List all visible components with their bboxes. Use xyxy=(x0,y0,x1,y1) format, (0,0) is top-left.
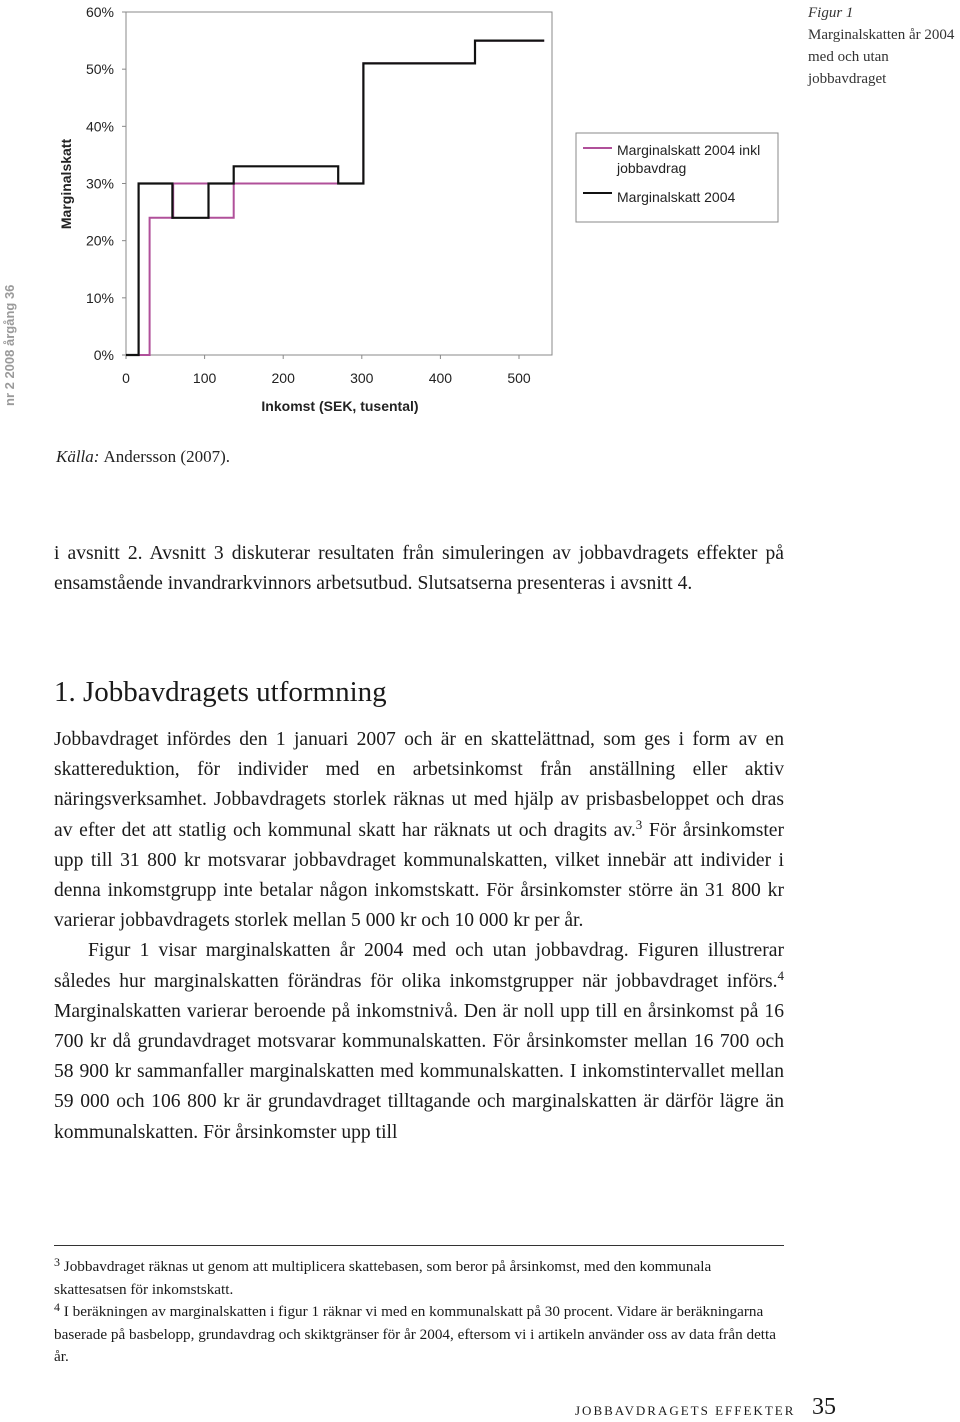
x-tick-label: 400 xyxy=(428,370,453,386)
paragraph-1-text-b: För årsinkomster upp till 31 800 kr motsvarar jobbavdraget kommunalskatten, vilket innebär att individer i denna inkomstgrupp inte betalar någon inkomstskatt. För årsinkomster större än 31 800 kr varierar jobbavdragets storlek mellan 5 000 kr och 10 000 kr per år. xyxy=(54,819,784,932)
source-label: Källa: xyxy=(56,447,100,466)
x-tick-label: 200 xyxy=(271,370,295,386)
paragraph-1 xyxy=(54,725,784,936)
legend-label: Marginalskatt 2004 inkl jobbavdrag xyxy=(617,142,761,176)
footnote-3-text: Jobbavdraget räknas ut genom att multiplicera skattebasen, som beror på årsinkomst, med den kommunala skattesatsen för inkomstskatt. xyxy=(54,1258,712,1298)
paragraph-2-text-a: Figur 1 visar marginalskatten år 2004 med och utan jobbavdrag. Figuren illustrerar således hur marginalskatten förändras för olika inkomstgrupper när jobbavdraget införs. xyxy=(54,940,784,992)
footnotes xyxy=(54,1256,784,1369)
footnote-4-number: 4 xyxy=(54,1300,60,1314)
y-tick-label: 40% xyxy=(85,118,114,135)
y-tick-label: 30% xyxy=(85,175,114,192)
y-axis-label: Marginalskatt xyxy=(58,138,74,230)
figure-caption xyxy=(808,2,958,90)
running-footer: JOBBAVDRAGETS EFFEKTER xyxy=(575,1403,796,1418)
figure-source xyxy=(56,447,230,467)
paragraph-1-text-a: Jobbavdraget infördes den 1 januari 2007 och är en skattelättnad, som ges i form av en skattereduktion, för individer med en arbetsinkomst från anställning eller aktiv näringsverksamhet. Jobbavdragets storlek räknas ut med hjälp av prisbasbeloppet och dras av efter det att statlig och kommunal skatt har räknats ut och dragits av. xyxy=(54,729,784,841)
footnote-4-text: I beräkningen av marginalskatten i figur 1 räknar vi med en kommunalskatt på 30 procent. Vidare är beräkningarna baserade på basbelopp, grundavdrag och skiktgränser för år 2004, eftersom vi i artikeln använder oss av data från detta år. xyxy=(54,1303,776,1365)
legend-label: Marginalskatt 2004 xyxy=(617,189,736,205)
y-tick-label: 50% xyxy=(85,61,114,78)
page-number: 35 xyxy=(812,1394,836,1420)
footnote-3 xyxy=(54,1256,784,1301)
footnote-ref-3: 3 xyxy=(635,816,643,832)
x-tick-label: 500 xyxy=(507,370,531,386)
series-line-without-job-deduction xyxy=(126,41,544,355)
source-text: Andersson (2007). xyxy=(103,447,230,466)
figure-number: Figur 1 xyxy=(808,5,854,21)
intro-paragraph xyxy=(54,539,784,599)
x-tick-label: 300 xyxy=(350,370,374,386)
footnote-4 xyxy=(54,1301,784,1369)
paragraph-2-text-b: Marginalskatten varierar beroende på inkomstnivå. Den är noll upp till en årsinkomst på 16 700 kr då grundavdraget motsvarar kommunalskatten. För årsinkomster mellan 16 700 och 58 900 kr sammanfaller marginalskatten med kommunalskatten. I inkomstintervallet mellan 59 000 och 106 800 kr är grundavdraget tilltagande och marginalskatten är därför lägre än kommunalskatten. För årsinkomster upp till xyxy=(54,1000,784,1143)
x-tick-label: 0 xyxy=(122,370,130,386)
paragraph-2 xyxy=(54,936,784,1147)
footnote-divider xyxy=(54,1245,784,1246)
y-tick-label: 60% xyxy=(85,4,114,20)
footnote-ref-4: 4 xyxy=(777,967,784,983)
section-heading: 1. Jobbavdragets utformning xyxy=(54,676,387,708)
footnote-3-number: 3 xyxy=(54,1255,60,1269)
section-body xyxy=(54,725,784,1148)
y-tick-label: 0% xyxy=(93,347,114,363)
marginal-tax-chart xyxy=(0,0,800,430)
y-tick-label: 20% xyxy=(85,232,114,249)
y-tick-label: 10% xyxy=(85,289,114,306)
x-tick-label: 100 xyxy=(192,370,217,386)
figure-caption-text: Marginalskatten år 2004 med och utan jobbavdraget xyxy=(808,27,955,87)
x-axis-label: Inkomst (SEK, tusental) xyxy=(261,398,419,414)
journal-issue-text: nr 2 2008 årgång 36 xyxy=(2,284,17,406)
series-line-with-job-deduction xyxy=(126,41,544,355)
intro-text: i avsnitt 2. Avsnitt 3 diskuterar resultaten från simuleringen av jobbavdragets effekter på ensamstående invandrarkvinnors arbetsutbud. Slutsatserna presenteras i avsnitt 4. xyxy=(54,543,784,595)
